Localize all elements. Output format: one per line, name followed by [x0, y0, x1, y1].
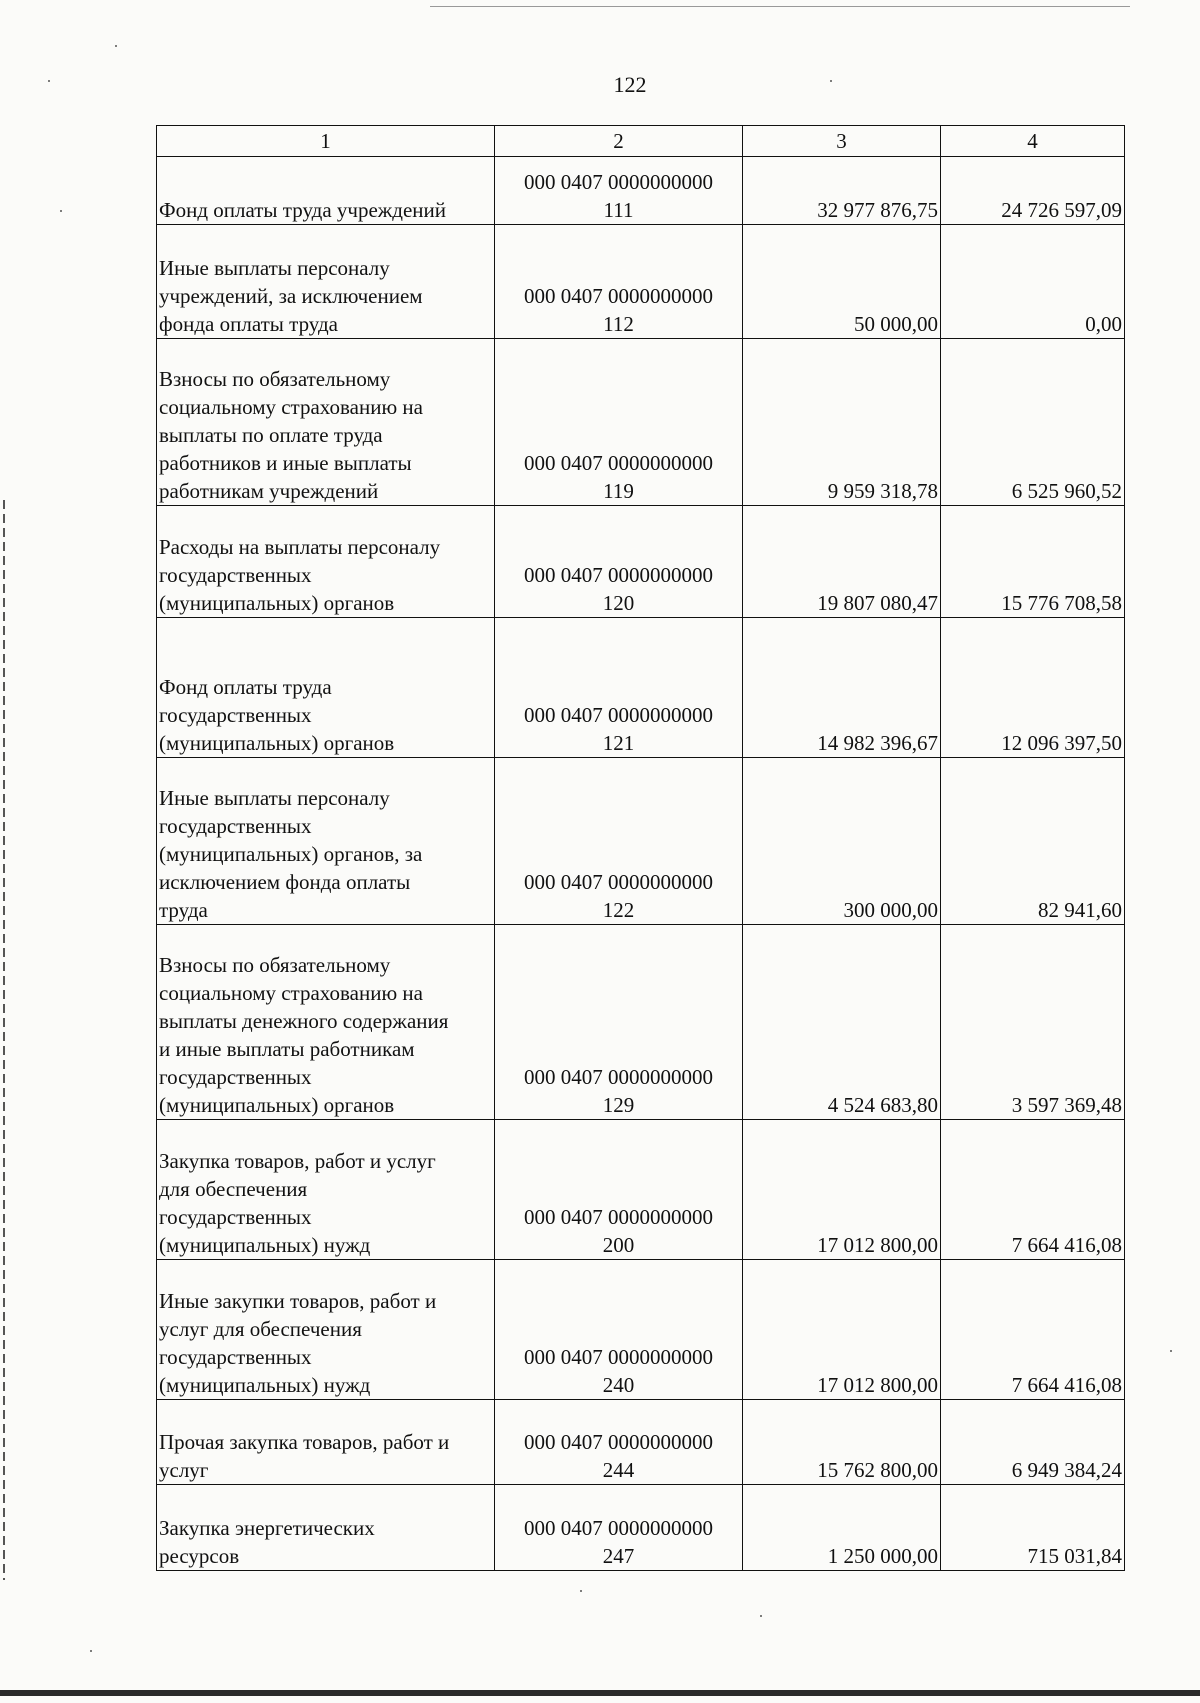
row-col3-value: 50 000,00 [743, 225, 941, 339]
row-col3-value: 4 524 683,80 [743, 925, 941, 1120]
scan-speck [48, 80, 50, 82]
row-col4-value: 7 664 416,08 [941, 1120, 1125, 1260]
table-row [157, 1400, 1125, 1485]
scan-border-top [430, 6, 1130, 7]
row-col3-value: 14 982 396,67 [743, 618, 941, 758]
row-name: Закупка энергетических ресурсов [157, 1485, 495, 1571]
row-col4-value: 7 664 416,08 [941, 1260, 1125, 1400]
row-col3-value: 9 959 318,78 [743, 339, 941, 506]
table-row [157, 1120, 1125, 1260]
row-code: 000 0407 0000000000 200 [495, 1120, 743, 1260]
table-row [157, 1260, 1125, 1400]
column-header-3: 3 [743, 126, 941, 157]
row-name: Фонд оплаты труда государственных (муниципальных) органов [157, 618, 495, 758]
row-code: 000 0407 0000000000 121 [495, 618, 743, 758]
row-col4-value: 82 941,60 [941, 758, 1125, 925]
row-name: Фонд оплаты труда учреждений [157, 157, 495, 225]
table-row [157, 225, 1125, 339]
row-col4-value: 715 031,84 [941, 1485, 1125, 1571]
scan-border-bottom [0, 1690, 1200, 1696]
table-row [157, 339, 1125, 506]
row-col3-value: 1 250 000,00 [743, 1485, 941, 1571]
row-col4-value: 24 726 597,09 [941, 157, 1125, 225]
row-name: Иные закупки товаров, работ и услуг для обеспечения государственных (муниципальных) нужд [157, 1260, 495, 1400]
row-col4-value: 3 597 369,48 [941, 925, 1125, 1120]
row-col3-value: 15 762 800,00 [743, 1400, 941, 1485]
row-code: 000 0407 0000000000 129 [495, 925, 743, 1120]
table-header-row [157, 126, 1125, 157]
row-name: Взносы по обязательному социальному страхованию на выплаты по оплате труда работников и иные выплаты работникам учреждений [157, 339, 495, 506]
row-col3-value: 300 000,00 [743, 758, 941, 925]
row-name: Расходы на выплаты персоналу государственных (муниципальных) органов [157, 506, 495, 618]
table-row [157, 618, 1125, 758]
row-col3-value: 32 977 876,75 [743, 157, 941, 225]
row-col4-value: 6 949 384,24 [941, 1400, 1125, 1485]
row-code: 000 0407 0000000000 120 [495, 506, 743, 618]
row-col3-value: 17 012 800,00 [743, 1120, 941, 1260]
row-code: 000 0407 0000000000 119 [495, 339, 743, 506]
row-code: 000 0407 0000000000 111 [495, 157, 743, 225]
scan-edge-left [3, 500, 5, 1580]
column-header-2: 2 [495, 126, 743, 157]
row-code: 000 0407 0000000000 112 [495, 225, 743, 339]
table-row [157, 506, 1125, 618]
row-code: 000 0407 0000000000 247 [495, 1485, 743, 1571]
row-name: Взносы по обязательному социальному страхованию на выплаты денежного содержания и иные выплаты работникам государственных (муниципальных) органов [157, 925, 495, 1120]
scan-speck [830, 80, 832, 82]
row-code: 000 0407 0000000000 244 [495, 1400, 743, 1485]
scan-speck [1170, 1350, 1172, 1352]
page-number: 122 [613, 72, 647, 97]
scan-speck [580, 1590, 582, 1592]
scan-speck [760, 1615, 762, 1617]
column-header-1: 1 [157, 126, 495, 157]
row-col4-value: 15 776 708,58 [941, 506, 1125, 618]
scan-speck [90, 1650, 92, 1652]
row-name: Иные выплаты персоналу государственных (муниципальных) органов, за исключением фонда оплаты труда [157, 758, 495, 925]
row-code: 000 0407 0000000000 240 [495, 1260, 743, 1400]
row-col3-value: 17 012 800,00 [743, 1260, 941, 1400]
row-col4-value: 12 096 397,50 [941, 618, 1125, 758]
row-name: Закупка товаров, работ и услуг для обеспечения государственных (муниципальных) нужд [157, 1120, 495, 1260]
row-col4-value: 6 525 960,52 [941, 339, 1125, 506]
row-col4-value: 0,00 [941, 225, 1125, 339]
scan-speck [60, 210, 62, 212]
row-code: 000 0407 0000000000 122 [495, 758, 743, 925]
row-name: Иные выплаты персоналу учреждений, за исключением фонда оплаты труда [157, 225, 495, 339]
row-name: Прочая закупка товаров, работ и услуг [157, 1400, 495, 1485]
table-row [157, 1485, 1125, 1571]
table-row [157, 758, 1125, 925]
row-col3-value: 19 807 080,47 [743, 506, 941, 618]
column-header-4: 4 [941, 126, 1125, 157]
budget-table [156, 125, 1125, 1571]
table-row [157, 157, 1125, 225]
table-row [157, 925, 1125, 1120]
scan-speck [115, 45, 117, 47]
